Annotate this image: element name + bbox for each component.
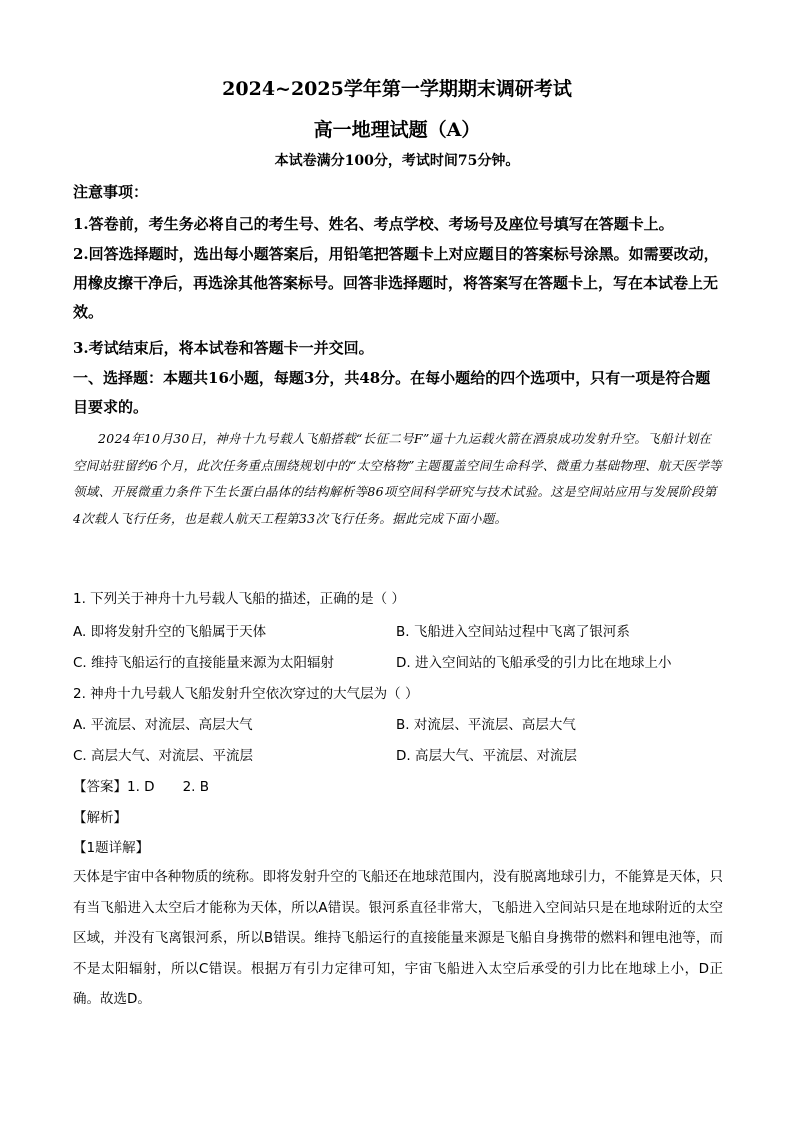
question-2-option-a: A. 平流层、对流层、高层大气 (73, 717, 253, 733)
question-2-option-c: C. 高层大气、对流层、平流层 (73, 748, 254, 764)
reading-passage: 2024年10月30日，神舟十九号载人飞船搭载“长征二号F”遥十九运载火箭在酒泉成功发射升空。飞船计划在空间站驻留约6个月，此次任务重点围绕规划中的“太空格物”主题覆盖空间生命科学、微重力基础物理、航天医学等领域、开展微重力条件下生长蛋白晶体的结构解析等86项空间科学研究与技术试验。这是空间站应用与发展阶段第4次载人飞行任务，也是载人航天工程第33次飞行任务。据此完成下面小题。 (73, 431, 722, 526)
notice-item-2: 2.回答选择题时，选出每小题答案后，用铅笔把答题卡上对应题目的答案标号涂黑。如需要改动，用橡皮擦干净后，再选涂其他答案标号。回答非选择题时，将答案写在答题卡上，写在本试卷上无效。 (73, 245, 719, 321)
question-1-option-a: A. 即将发射升空的飞船属于天体 (73, 624, 267, 640)
question-2-stem: 2. 神舟十九号载人飞船发射升空依次穿过的大气层为（ ） (73, 686, 419, 702)
question-1-option-c: C. 维持飞船运行的直接能量来源为太阳辐射 (73, 655, 335, 671)
question-1-option-b: B. 飞船进入空间站过程中飞离了银河系 (396, 624, 630, 640)
question-2-option-b: B. 对流层、平流层、高层大气 (396, 717, 576, 733)
question-1-option-d: D. 进入空间站的飞船承受的引力比在地球上小 (396, 655, 672, 671)
analysis-label: 【解析】 (73, 810, 127, 826)
notice-item-1: 1.答卷前，考生务必将自己的考生号、姓名、考点学校、考场号及座位号填写在答题卡上。 (73, 215, 674, 233)
analysis-text: 天体是宇宙中各种物质的统称。即将发射升空的飞船还在地球范围内，没有脱离地球引力，不能算是天体，只有当飞船进入太空后才能称为天体，所以A错误。银河系直径非常大，飞船进入空间站只是在地球附近的太空区域，并没有飞离银河系，所以B错误。维持飞船运行的直接能量来源是飞船自身携带的燃料和锂电池等，而不是太阳辐射，所以C错误。根据万有引力定律可知，宇宙飞船进入太空后承受的引力比在地球上小，D正确。故选D。 (73, 869, 723, 1007)
exam-subject: 高一地理试题（A） (313, 119, 481, 141)
question-2-option-d: D. 高层大气、平流层、对流层 (396, 748, 577, 764)
notice-title: 注意事项： (73, 183, 149, 201)
exam-info: 本试卷满分100分，考试时间75分钟。 (274, 153, 520, 169)
answer-line (73, 775, 209, 795)
detail-label: 【1题详解】 (73, 840, 150, 856)
notice-item-3: 3.考试结束后，将本试卷和答题卡一并交回。 (73, 339, 374, 357)
answer-1: 1. D (127, 779, 155, 795)
exam-title: 2024~2025学年第一学期期末调研考试 (222, 78, 572, 100)
section-heading: 一、选择题：本题共16小题，每题3分，共48分。在每小题给的四个选项中，只有一项是符合题目要求的。 (73, 369, 711, 416)
question-1-stem: 1. 下列关于神舟十九号载人飞船的描述，正确的是（ ） (73, 591, 405, 607)
answer-2: 2. B (182, 779, 210, 795)
answer-label: 【答案】 (73, 779, 127, 795)
